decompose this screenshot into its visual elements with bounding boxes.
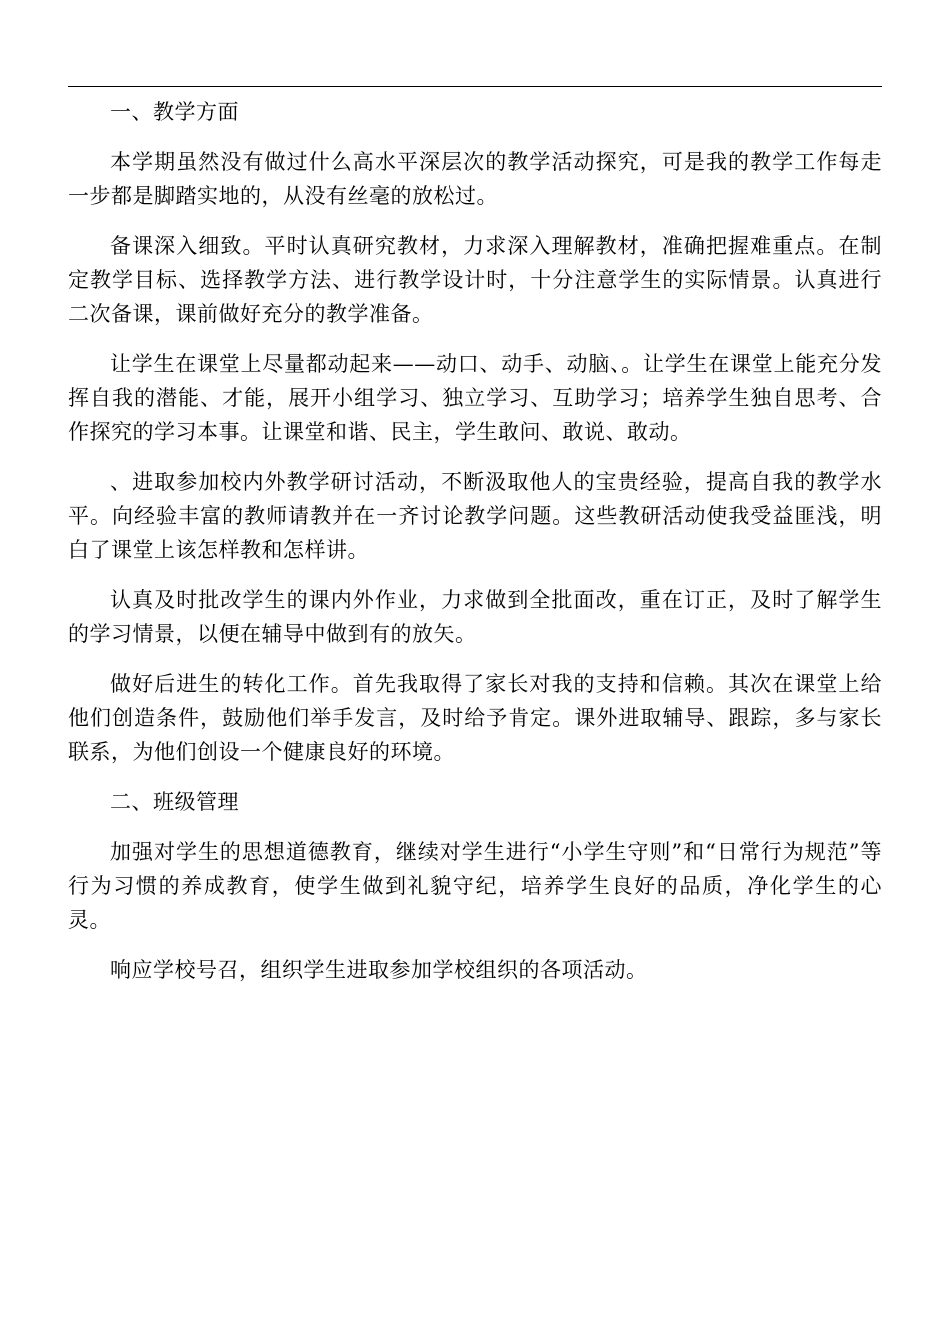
document-body bbox=[68, 95, 882, 1003]
paragraph-school-activities: 响应学校号召，组织学生进取参加学校组织的各项活动。 bbox=[110, 958, 648, 982]
paragraph-moral-education: 加强对学生的思想道德教育，继续对学生进行“小学生守则”和“日常行为规范”等行为习惯的养成教育，使学生做到礼貌守纪，培养学生良好的品质，净化学生的心灵。 bbox=[68, 840, 882, 932]
paragraph-homework: 认真及时批改学生的课内外作业，力求做到全批面改，重在订正，及时了解学生的学习情景，以便在辅导中做到有的放矢。 bbox=[68, 588, 882, 646]
paragraph-intro: 本学期虽然没有做过什么高水平深层次的教学活动探究，可是我的教学工作每走一步都是脚踏实地的，从没有丝毫的放松过。 bbox=[68, 150, 882, 208]
paragraph-struggling-students: 做好后进生的转化工作。首先我取得了家长对我的支持和信赖。其次在课堂上给他们创造条件，鼓励他们举手发言，及时给予肯定。课外进取辅导、跟踪，多与家长联系，为他们创设一个健康良好的环境。 bbox=[68, 672, 882, 764]
paragraph-lesson-prep: 备课深入细致。平时认真研究教材，力求深入理解教材，准确把握难重点。在制定教学目标、选择教学方法、进行教学设计时，十分注意学生的实际情景。认真进行二次备课，课前做好充分的教学准备。 bbox=[68, 234, 882, 326]
section-heading-class-management: 二、班级管理 bbox=[110, 790, 239, 814]
paragraph-teaching-research: 、进取参加校内外教学研讨活动，不断汲取他人的宝贵经验，提高自我的教学水平。向经验丰富的教师请教并在一齐讨论教学问题。这些教研活动使我受益匪浅，明白了课堂上该怎样教和怎样讲。 bbox=[68, 470, 882, 562]
header-rule bbox=[68, 86, 882, 87]
paragraph-classroom-activity: 让学生在课堂上尽量都动起来——动口、动手、动脑、。让学生在课堂上能充分发挥自我的潜能、才能，展开小组学习、独立学习、互助学习；培养学生独自思考、合作探究的学习本事。让课堂和谐、民主，学生敢问、敢说、敢动。 bbox=[68, 352, 882, 444]
section-heading-teaching: 一、教学方面 bbox=[110, 100, 239, 124]
